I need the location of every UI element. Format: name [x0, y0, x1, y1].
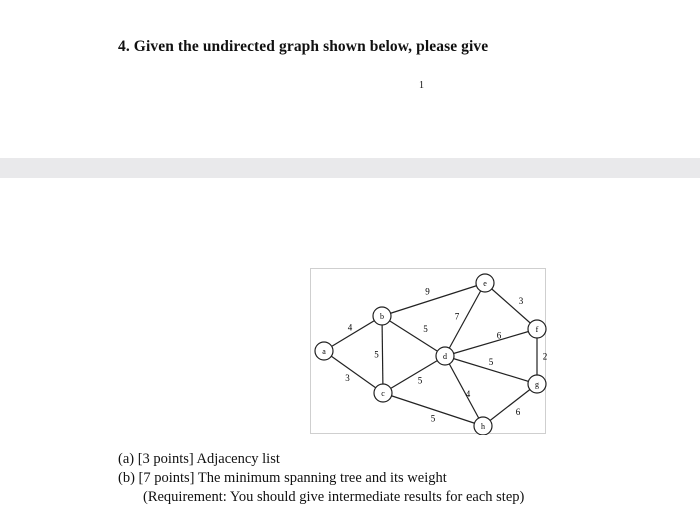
graph-diagram — [311, 269, 547, 435]
node-label-c: c — [381, 389, 385, 398]
node-c — [374, 384, 392, 402]
document-page-top — [0, 0, 700, 158]
page-number: 1 — [419, 80, 424, 91]
edge-a-b — [324, 316, 382, 351]
node-label-f: f — [535, 325, 539, 334]
node-b — [373, 307, 391, 325]
node-g — [528, 375, 546, 393]
edge-weight-b-c: 5 — [374, 349, 379, 360]
edge-weight-b-d: 5 — [423, 324, 428, 334]
node-e — [476, 274, 494, 292]
node-label-h: h — [481, 422, 485, 431]
node-label-d: d — [443, 352, 447, 361]
node-f — [528, 320, 546, 338]
page-separator — [0, 158, 700, 178]
edge-b-d — [382, 316, 445, 356]
edge-weight-d-e: 7 — [454, 311, 460, 322]
edge-weight-a-b: 4 — [347, 322, 353, 333]
edge-weight-e-f: 3 — [518, 296, 524, 306]
edge-weight-d-g: 5 — [488, 357, 494, 367]
question-title: 4. Given the undirected graph shown below, please give — [118, 38, 489, 55]
part-b: (b) [7 points] The minimum spanning tree and its weight — [118, 470, 447, 486]
part-a: (a) [3 points] Adjacency list — [118, 451, 280, 467]
edge-weight-d-f: 6 — [496, 330, 502, 341]
edge-d-f — [445, 329, 537, 356]
requirement-note: (Requirement: You should give intermediate results for each step) — [143, 489, 525, 505]
node-h — [474, 417, 492, 435]
edge-weight-d-h: 4 — [465, 389, 471, 399]
node-label-e: e — [483, 279, 487, 288]
edge-g-h — [483, 384, 537, 426]
edge-weight-g-h: 6 — [515, 407, 521, 417]
edge-weight-a-c: 3 — [345, 373, 350, 383]
question-parts — [118, 450, 524, 507]
node-label-g: g — [535, 380, 539, 389]
node-d — [436, 347, 454, 365]
edge-weight-b-e: 9 — [425, 286, 430, 297]
graph-figure — [310, 268, 546, 434]
edge-e-f — [485, 283, 537, 329]
edge-weight-f-g: 2 — [542, 351, 547, 362]
edge-c-d — [383, 356, 445, 393]
node-label-a: a — [322, 347, 326, 356]
edge-weight-c-h: 5 — [430, 413, 436, 424]
node-label-b: b — [380, 312, 384, 321]
node-a — [315, 342, 333, 360]
edge-weight-c-d: 5 — [417, 375, 423, 386]
edge-b-c — [382, 316, 383, 393]
